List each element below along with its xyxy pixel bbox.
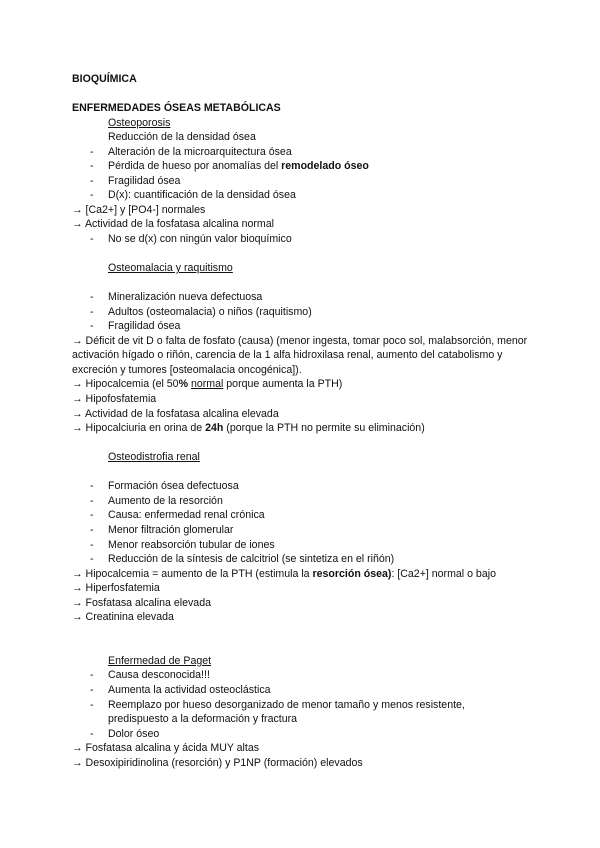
list-item xyxy=(72,232,532,247)
bold-text: % xyxy=(178,378,188,391)
arrow-line: → Actividad de la fosfatasa alcalina normal xyxy=(72,218,274,231)
paget-heading-text: Enfermedad de Paget xyxy=(108,654,212,667)
arrow-line xyxy=(72,567,532,582)
list-item-text: Reducción de la síntesis de calcitriol (se sintetiza en el riñón) xyxy=(108,553,395,566)
osteodistrofia-heading-text: Osteodistrofia renal xyxy=(108,451,200,464)
dash-marker: - xyxy=(90,683,94,696)
list-item-text: Mineralización nueva defectuosa xyxy=(108,291,263,304)
dash-marker: - xyxy=(90,320,94,333)
osteodistrofia-heading xyxy=(72,450,532,465)
list-item-text: Causa: enfermedad renal crónica xyxy=(108,509,265,522)
list-item-text: Menor reabsorción tubular de iones xyxy=(108,538,275,551)
section-title: ENFERMEDADES ÓSEAS METABÓLICAS xyxy=(72,102,281,115)
dash-marker: - xyxy=(90,160,94,173)
list-item xyxy=(72,479,532,494)
spacer xyxy=(72,436,532,451)
list-item-text: Fragilidad ósea xyxy=(108,320,181,333)
list-item-text: Aumenta la actividad osteoclástica xyxy=(108,683,271,696)
list-item-text: No se d(x) con ningún valor bioquímico xyxy=(108,233,292,246)
arrow-line-text: → Hipocalcemia (el 50 xyxy=(72,378,179,391)
arrow-line: → Fosfatasa alcalina elevada xyxy=(72,596,211,609)
list-item xyxy=(72,290,532,305)
osteoporosis-heading xyxy=(72,116,532,131)
dash-marker: - xyxy=(90,145,94,158)
dash-marker: - xyxy=(90,291,94,304)
arrow-line: → Creatinina elevada xyxy=(72,611,174,624)
osteomalacia-heading xyxy=(72,261,532,276)
arrow-line xyxy=(72,421,532,436)
list-item xyxy=(72,698,532,727)
list-item xyxy=(72,683,532,698)
list-item-text: D(x): cuantificación de la densidad ósea xyxy=(108,189,296,202)
bold-text: remodelado óseo xyxy=(281,160,369,173)
arrow-line-text: : [Ca2+] normal o bajo xyxy=(391,567,496,580)
spacer xyxy=(72,247,532,262)
arrow-line xyxy=(72,377,532,392)
list-item-text: Fragilidad ósea xyxy=(108,174,181,187)
arrow-line: → Fosfatasa alcalina y ácida MUY altas xyxy=(72,742,260,755)
list-item-text: Formación ósea defectuosa xyxy=(108,480,239,493)
list-item xyxy=(72,188,532,203)
list-item xyxy=(72,159,532,174)
deficit-paragraph: → Déficit de vit D o falta de fosfato (causa) (menor ingesta, tomar poco sol, malabsorción, menor activación hígado o riñón, carencia de la 1 alfa hidroxilasa renal, aumento del catabolismo y excreción y tumores [osteomalacia oncogénica]). xyxy=(72,334,528,376)
arrow-line: → Desoxipiridinolina (resorción) y P1NP (formación) elevados xyxy=(72,756,363,769)
list-item xyxy=(72,494,532,509)
arrow-line-text: (porque la PTH no permite su eliminación) xyxy=(223,422,425,435)
arrow-line: → [Ca2+] y [PO4-] normales xyxy=(72,203,206,216)
dash-marker: - xyxy=(90,305,94,318)
list-item-text: Pérdida de hueso por anomalías del xyxy=(108,160,282,173)
dash-marker: - xyxy=(90,523,94,536)
arrow-line: → Hipofosfatemia xyxy=(72,393,157,406)
paget-heading xyxy=(72,654,532,669)
arrow-line: → Hiperfosfatemia xyxy=(72,582,160,595)
spacer xyxy=(72,639,532,654)
arrow-line: → Actividad de la fosfatasa alcalina elevada xyxy=(72,407,279,420)
osteoporosis-intro: Reducción de la densidad ósea xyxy=(108,131,256,144)
underlined-text: normal xyxy=(190,378,224,391)
list-item-text: Dolor óseo xyxy=(108,727,160,740)
dash-marker: - xyxy=(90,669,94,682)
list-item xyxy=(72,174,532,189)
osteoporosis-heading-text: Osteoporosis xyxy=(108,116,171,129)
arrow-line-text: → Hipocalciuria en orina de xyxy=(72,422,206,435)
spacer xyxy=(72,465,532,480)
list-item-text: Adultos (osteomalacia) o niños (raquitismo) xyxy=(108,305,312,318)
dash-marker: - xyxy=(90,494,94,507)
arrow-line-text: → Hipocalcemia = aumento de la PTH (estimula la xyxy=(72,567,313,580)
bold-text: resorción ósea) xyxy=(312,567,392,580)
list-item xyxy=(72,552,532,567)
dash-marker: - xyxy=(90,233,94,246)
list-item-text: Reemplazo por hueso desorganizado de menor tamaño y menos resistente, predispuesto a la deformación y fractura xyxy=(108,698,465,726)
list-item-text: Aumento de la resorción xyxy=(108,494,223,507)
dash-marker: - xyxy=(90,553,94,566)
list-item-text: Menor filtración glomerular xyxy=(108,523,234,536)
spacer xyxy=(72,87,532,102)
list-item xyxy=(72,145,532,160)
spacer xyxy=(72,625,532,640)
list-item xyxy=(72,727,532,742)
list-item-text: Alteración de la microarquitectura ósea xyxy=(108,145,292,158)
dash-marker: - xyxy=(90,174,94,187)
spacer xyxy=(72,276,532,291)
osteomalacia-heading-text: Osteomalacia y raquitismo xyxy=(108,262,233,275)
bold-text: 24h xyxy=(205,422,224,435)
arrow-line-text: porque aumenta la PTH) xyxy=(223,378,343,391)
dash-marker: - xyxy=(90,727,94,740)
dash-marker: - xyxy=(90,189,94,202)
list-item xyxy=(72,508,532,523)
dash-marker: - xyxy=(90,509,94,522)
list-item xyxy=(72,319,532,334)
document-title: BIOQUÍMICA xyxy=(72,73,137,85)
dash-marker: - xyxy=(90,538,94,551)
list-item xyxy=(72,538,532,553)
list-item xyxy=(72,523,532,538)
dash-marker: - xyxy=(90,480,94,493)
list-item-text: Causa desconocida!!! xyxy=(108,669,210,682)
list-item xyxy=(72,305,532,320)
list-item xyxy=(72,668,532,683)
dash-marker: - xyxy=(90,698,94,711)
